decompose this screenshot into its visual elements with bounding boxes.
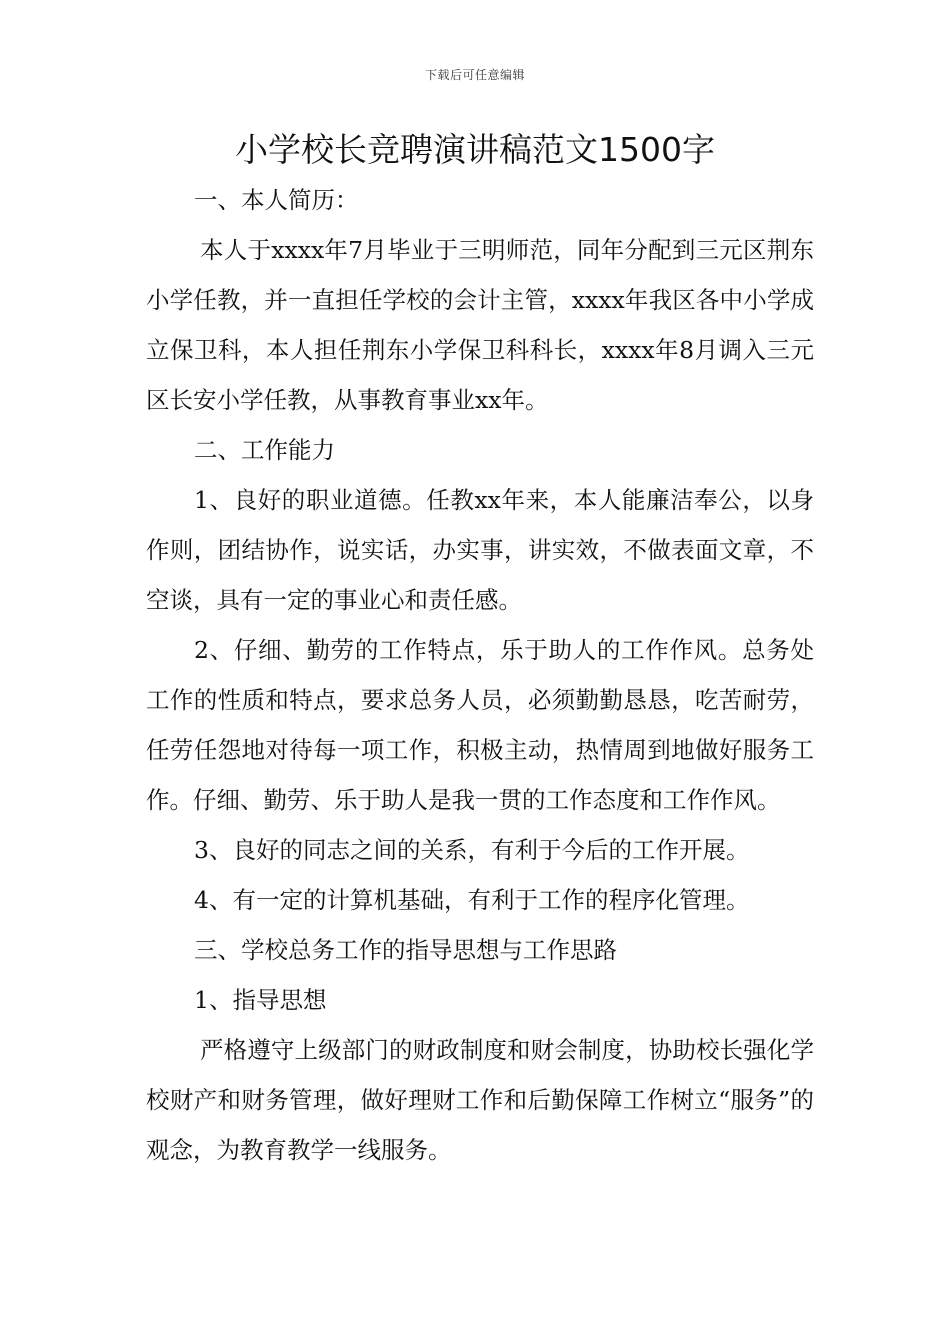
paragraph-guiding-thought: 严格遵守上级部门的财政制度和财会制度，协助校长强化学校财产和财务管理，做好理财工作和后勤保障工作树立“服务”的观念，为教育教学一线服务。 — [146, 1036, 814, 1164]
document-body — [146, 175, 814, 1175]
section-heading-guidance: 三、学校总务工作的指导思想与工作思路 — [194, 936, 617, 964]
paragraph-ability-4: 4、有一定的计算机基础，有利于工作的程序化管理。 — [194, 886, 750, 914]
subheading-guiding-thought: 1、指导思想 — [194, 986, 327, 1014]
paragraph-ability-3: 3、良好的同志之间的关系，有利于今后的工作开展。 — [194, 836, 750, 864]
header-note: 下载后可任意编辑 — [424, 68, 525, 82]
section-heading-ability: 二、工作能力 — [194, 436, 335, 464]
document-title: 小学校长竞聘演讲稿范文1500字 — [235, 130, 715, 169]
paragraph-resume: 本人于xxxx年7月毕业于三明师范，同年分配到三元区荆东小学任教，并一直担任学校的会计主管，xxxx年我区各中小学成立保卫科，本人担任荆东小学保卫科科长，xxxx年8月调入三元区长安小学任教，从事教育事业xx年。 — [146, 236, 814, 414]
section-heading-resume: 一、本人简历： — [194, 186, 359, 214]
paragraph-ability-1: 1、良好的职业道德。任教xx年来，本人能廉洁奉公，以身作则，团结协作，说实话，办实事，讲实效，不做表面文章，不空谈，具有一定的事业心和责任感。 — [146, 486, 814, 614]
paragraph-ability-2: 2、仔细、勤劳的工作特点，乐于助人的工作作风。总务处工作的性质和特点，要求总务人员，必须勤勤恳恳，吃苦耐劳，任劳任怨地对待每一项工作，积极主动，热情周到地做好服务工作。仔细、勤劳、乐于助人是我一贯的工作态度和工作作风。 — [146, 636, 814, 814]
